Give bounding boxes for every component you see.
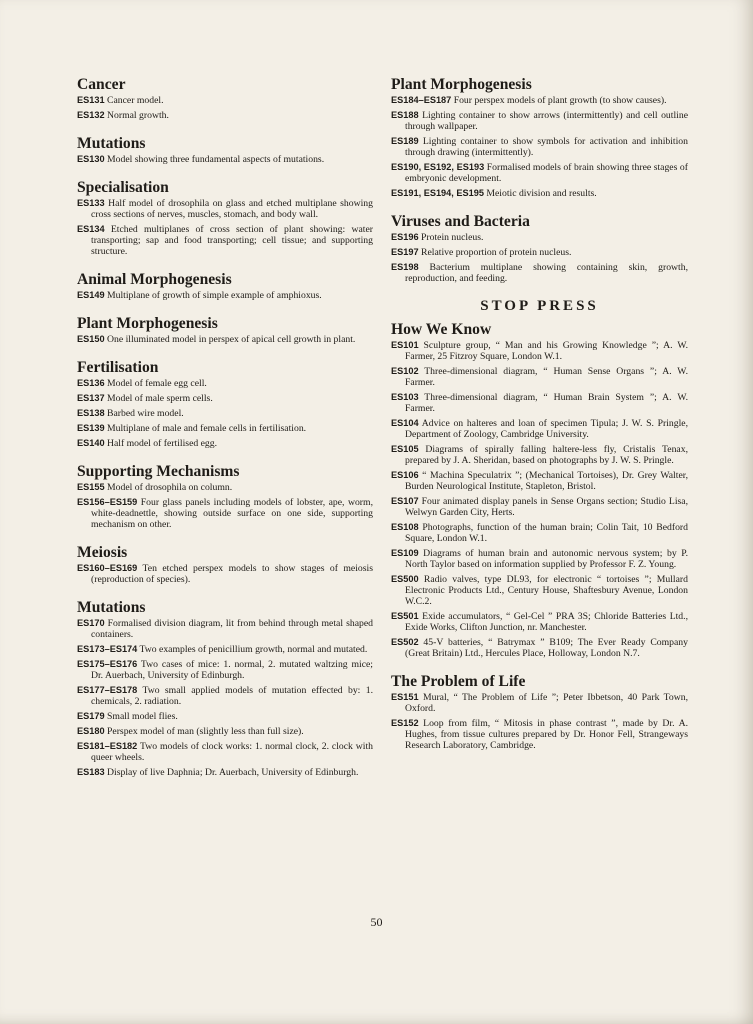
exhibit-code: ES131 (77, 95, 105, 105)
exhibit-description: One illuminated model in perspex of apical cell growth in plant. (104, 334, 356, 345)
section-heading: Cancer (77, 76, 126, 93)
exhibit-description: Lighting container to show symbols for activation and inhibition through drawing (intermittently). (405, 136, 688, 158)
exhibit-description: Multiplane of male and female cells in fertilisation. (104, 423, 307, 434)
catalogue-entry (391, 496, 688, 518)
exhibit-code: ES133 (77, 198, 105, 208)
exhibit-code: ES188 (391, 110, 419, 120)
exhibit-description: “ Machina Speculatrix ”; (Mechanical Tortoises), Dr. Grey Walter, Burden Neurological Institute, Stapleton, Bristol. (405, 470, 688, 492)
section (391, 76, 688, 199)
catalogue-entry (77, 224, 373, 257)
exhibit-description: Formalised models of brain showing three stages of embryonic development. (405, 162, 688, 184)
catalogue-entry (77, 497, 373, 530)
section-heading: Fertilisation (77, 359, 159, 376)
section-heading: Supporting Mechanisms (77, 463, 240, 480)
exhibit-description: Ten etched perspex models to show stages of meiosis (reproduction of species). (91, 563, 373, 585)
catalogue-entry (77, 438, 373, 449)
exhibit-code: ES103 (391, 392, 419, 402)
exhibit-code: ES197 (391, 247, 419, 257)
exhibit-description: Two examples of penicillium growth, normal and mutated. (137, 644, 368, 655)
catalogue-entry (391, 611, 688, 633)
exhibit-code: ES132 (77, 110, 105, 120)
right-column-bottom (391, 321, 688, 751)
exhibit-code: ES177–ES178 (77, 685, 138, 695)
catalogue-entry (391, 392, 688, 414)
section (77, 544, 373, 585)
exhibit-code: ES179 (77, 711, 105, 721)
exhibit-code: ES183 (77, 767, 105, 777)
exhibit-code: ES105 (391, 444, 419, 454)
exhibit-code: ES152 (391, 718, 419, 728)
exhibit-code: ES190, ES192, ES193 (391, 162, 485, 172)
catalogue-entry (391, 522, 688, 544)
right-column-top (391, 76, 688, 284)
exhibit-code: ES500 (391, 574, 419, 584)
catalogue-entry (77, 423, 373, 434)
exhibit-description: Sculpture group, “ Man and his Growing Knowledge ”; A. W. Farmer, 25 Fitzroy Square, London W.1. (405, 340, 688, 362)
catalogue-entry (391, 136, 688, 158)
catalogue-entry (391, 548, 688, 570)
catalogue-entry (77, 290, 373, 301)
catalogue-entry (391, 247, 688, 258)
section (77, 315, 373, 345)
exhibit-code: ES149 (77, 290, 105, 300)
exhibit-description: Normal growth. (104, 110, 169, 121)
exhibit-code: ES170 (77, 618, 105, 628)
section (77, 271, 373, 301)
section (77, 359, 373, 449)
exhibit-description: Advice on halteres and loan of specimen Tipula; J. W. S. Pringle, Department of Zoology, Cambridge University. (405, 418, 688, 440)
section-heading: Specialisation (77, 179, 169, 196)
exhibit-code: ES109 (391, 548, 419, 558)
exhibit-description: Half model of drosophila on glass and etched multiplane showing cross sections of nerves, muscles, stomach, and body wall. (91, 198, 373, 220)
exhibit-description: Formalised division diagram, lit from behind through metal shaped containers. (91, 618, 373, 640)
exhibit-description: Bacterium multiplane showing containing skin, growth, reproduction, and feeding. (405, 262, 688, 284)
left-column (77, 76, 373, 792)
catalogue-entry (391, 95, 688, 106)
catalogue-entry (391, 262, 688, 284)
section (77, 463, 373, 530)
exhibit-code: ES160–ES169 (77, 563, 138, 573)
exhibit-description: Perspex model of man (slightly less than full size). (104, 726, 304, 737)
section (391, 673, 688, 751)
page-number: 50 (370, 915, 383, 929)
exhibit-description: Two cases of mice: 1. normal, 2. mutated waltzing mice; Dr. Auerbach, University of Edinburgh. (91, 659, 373, 681)
catalogue-entry (391, 444, 688, 466)
section-heading: Animal Morphogenesis (77, 271, 232, 288)
section-heading: Viruses and Bacteria (391, 213, 530, 230)
section-heading: Mutations (77, 135, 146, 152)
exhibit-description: Model of female egg cell. (104, 378, 207, 389)
exhibit-description: Mural, “ The Problem of Life ”; Peter Ibbetson, 40 Park Town, Oxford. (405, 692, 688, 714)
exhibit-code: ES189 (391, 136, 419, 146)
section (391, 213, 688, 284)
catalogue-entry (77, 726, 373, 737)
exhibit-code: ES151 (391, 692, 419, 702)
section-heading: How We Know (391, 321, 492, 338)
exhibit-code: ES502 (391, 637, 419, 647)
exhibit-description: Photographs, function of the human brain; Colin Tait, 10 Bedford Square, London W.1. (405, 522, 688, 544)
exhibit-description: Exide accumulators, “ Gel-Cel ” PRA 3S; Chloride Batteries Ltd., Exide Works, Clifton Junction, nr. Manchester. (405, 611, 688, 633)
catalogue-entry (77, 563, 373, 585)
exhibit-code: ES139 (77, 423, 105, 433)
catalogue-entry (391, 110, 688, 132)
section (391, 321, 688, 659)
exhibit-description: Model of drosophila on column. (104, 482, 233, 493)
section-heading: Mutations (77, 599, 146, 616)
exhibit-description: Etched multiplanes of cross section of plant showing: water transporting; sap and food transporting; cell tissue; and supporting structure. (91, 224, 373, 257)
exhibit-code: ES140 (77, 438, 105, 448)
catalogue-entry (391, 637, 688, 659)
exhibit-code: ES136 (77, 378, 105, 388)
exhibit-code: ES181–ES182 (77, 741, 138, 751)
catalogue-entry (391, 692, 688, 714)
exhibit-description: Three-dimensional diagram, “ Human Brain System ”; A. W. Farmer. (405, 392, 688, 414)
catalogue-entry (77, 482, 373, 493)
catalogue-entry (77, 644, 373, 655)
catalogue-entry (77, 741, 373, 763)
exhibit-code: ES150 (77, 334, 105, 344)
catalogue-entry (77, 154, 373, 165)
exhibit-description: Four glass panels including models of lobster, ape, worm, white-deadnettle, showing outside surface on one side, supporting mechanism on other. (91, 497, 373, 530)
catalogue-entry (77, 378, 373, 389)
section (77, 179, 373, 257)
exhibit-code: ES155 (77, 482, 105, 492)
section-heading: Meiosis (77, 544, 128, 561)
exhibit-code: ES130 (77, 154, 105, 164)
exhibit-code: ES134 (77, 224, 105, 234)
catalogue-entry (391, 366, 688, 388)
catalogue-entry (391, 340, 688, 362)
catalogue-entry (77, 767, 373, 778)
exhibit-description: Four perspex models of plant growth (to show causes). (451, 95, 667, 106)
catalogue-entry (77, 408, 373, 419)
catalogue-entry (77, 110, 373, 121)
section (77, 599, 373, 778)
catalogue-entry (391, 162, 688, 184)
exhibit-code: ES104 (391, 418, 419, 428)
catalogue-entry (77, 334, 373, 345)
exhibit-code: ES107 (391, 496, 419, 506)
catalogue-entry (391, 718, 688, 751)
exhibit-description: Diagrams of human brain and autonomic nervous system; by P. North Taylor based on information supplied by Professor F. Z. Young. (405, 548, 688, 570)
catalogue-entry (391, 232, 688, 243)
exhibit-code: ES138 (77, 408, 105, 418)
stop-press-heading: STOP PRESS (480, 298, 599, 314)
exhibit-code: ES106 (391, 470, 419, 480)
exhibit-description: Model showing three fundamental aspects of mutations. (104, 154, 325, 165)
catalogue-entry (77, 198, 373, 220)
exhibit-description: Two small applied models of mutation effected by: 1. chemicals, 2. radiation. (91, 685, 373, 707)
exhibit-code: ES137 (77, 393, 105, 403)
catalogue-entry (77, 659, 373, 681)
section-heading: Plant Morphogenesis (391, 76, 532, 93)
catalogue-entry (77, 393, 373, 404)
catalogue-entry (391, 470, 688, 492)
exhibit-code: ES173–ES174 (77, 644, 138, 654)
exhibit-description: Relative proportion of protein nucleus. (418, 247, 572, 258)
catalogue-entry (77, 711, 373, 722)
exhibit-code: ES156–ES159 (77, 497, 138, 507)
exhibit-description: Four animated display panels in Sense Organs section; Studio Lisa, Welwyn Garden City, Herts. (405, 496, 688, 518)
exhibit-description: Half model of fertilised egg. (104, 438, 218, 449)
catalogue-entry (391, 574, 688, 607)
exhibit-description: Loop from film, “ Mitosis in phase contrast ”, made by Dr. A. Hughes, from tissue cultures prepared by Dr. Honor Fell, Strangeways Research Laboratory, Cambridge. (405, 718, 688, 751)
section-heading: The Problem of Life (391, 673, 526, 690)
catalogue-entry (391, 188, 688, 199)
exhibit-description: 45-V batteries, “ Batrymax ” B109; The Ever Ready Company (Great Britain) Ltd., Hercules Place, Holloway, London N.7. (405, 637, 688, 659)
section (77, 135, 373, 165)
catalogue-entry (77, 95, 373, 106)
catalogue-entry (77, 685, 373, 707)
exhibit-code: ES501 (391, 611, 419, 621)
right-column (391, 76, 688, 765)
exhibit-description: Multiplane of growth of simple example of amphioxus. (104, 290, 322, 301)
catalogue-entry (391, 418, 688, 440)
exhibit-code: ES102 (391, 366, 419, 376)
exhibit-description: Radio valves, type DL93, for electronic “ tortoises ”; Mullard Electronic Products Ltd., Century House, Shaftesbury Avenue, London W.C.2. (405, 574, 688, 607)
exhibit-description: Diagrams of spirally falling haltere-less fly, Cristalis Tenax, prepared by J. A. Sheridan, based on photographs by J. W. S. Pringle. (405, 444, 688, 466)
exhibit-description: Three-dimensional diagram, “ Human Sense Organs ”; A. W. Farmer. (405, 366, 688, 388)
exhibit-description: Cancer model. (104, 95, 164, 106)
exhibit-code: ES175–ES176 (77, 659, 138, 669)
exhibit-description: Two models of clock works: 1. normal clock, 2. clock with queer wheels. (91, 741, 373, 763)
section-heading: Plant Morphogenesis (77, 315, 218, 332)
exhibit-description: Display of live Daphnia; Dr. Auerbach, University of Edinburgh. (104, 767, 359, 778)
exhibit-code: ES198 (391, 262, 419, 272)
exhibit-code: ES191, ES194, ES195 (391, 188, 484, 198)
exhibit-description: Small model flies. (104, 711, 178, 722)
exhibit-description: Model of male sperm cells. (104, 393, 213, 404)
exhibit-description: Lighting container to show arrows (intermittently) and cell outline through wallpaper. (405, 110, 688, 132)
exhibit-code: ES108 (391, 522, 419, 532)
exhibit-code: ES101 (391, 340, 419, 350)
exhibit-code: ES184–ES187 (391, 95, 452, 105)
exhibit-code: ES180 (77, 726, 105, 736)
exhibit-code: ES196 (391, 232, 419, 242)
exhibit-description: Protein nucleus. (418, 232, 484, 243)
exhibit-description: Meiotic division and results. (483, 188, 597, 199)
exhibit-description: Barbed wire model. (104, 408, 184, 419)
section (77, 76, 373, 121)
catalogue-entry (77, 618, 373, 640)
